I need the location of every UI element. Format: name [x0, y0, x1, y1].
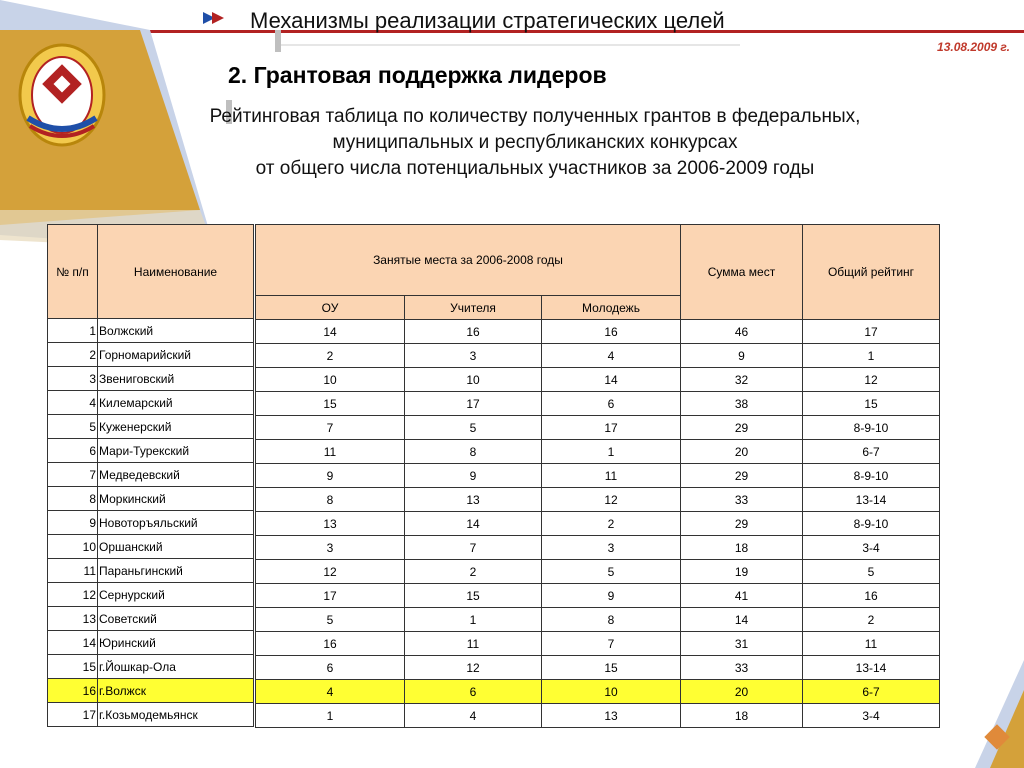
cell-teachers: 3 [405, 344, 542, 368]
cell-name: Оршанский [98, 535, 254, 559]
cell-num: 16 [48, 679, 98, 703]
table-row [256, 560, 940, 584]
cell-ou: 17 [256, 584, 405, 608]
cell-rank: 6-7 [803, 680, 940, 704]
table-body-left [48, 319, 254, 727]
header-ou: ОУ [256, 296, 405, 320]
cell-sum: 33 [681, 656, 803, 680]
cell-ou: 8 [256, 488, 405, 512]
cell-youth: 1 [542, 440, 681, 464]
bottom-right-decoration [975, 660, 1024, 768]
table-row [256, 584, 940, 608]
cell-rank: 12 [803, 368, 940, 392]
cell-sum: 31 [681, 632, 803, 656]
table-body-right [256, 320, 940, 728]
table-row [256, 440, 940, 464]
cell-youth: 2 [542, 512, 681, 536]
cell-youth: 5 [542, 560, 681, 584]
cell-teachers: 13 [405, 488, 542, 512]
header-places-group: Занятые места за 2006-2008 годы [256, 225, 681, 296]
cell-sum: 41 [681, 584, 803, 608]
cell-name: г.Козьмодемьянск [98, 703, 254, 727]
cell-name: Новоторъяльский [98, 511, 254, 535]
cell-teachers: 16 [405, 320, 542, 344]
cell-teachers: 12 [405, 656, 542, 680]
cell-num: 11 [48, 559, 98, 583]
cell-ou: 12 [256, 560, 405, 584]
cell-teachers: 7 [405, 536, 542, 560]
cell-youth: 16 [542, 320, 681, 344]
cell-name: Сернурский [98, 583, 254, 607]
table-row [48, 415, 254, 439]
table-row [48, 511, 254, 535]
cell-num: 15 [48, 655, 98, 679]
cell-sum: 18 [681, 704, 803, 728]
cell-name: Звениговский [98, 367, 254, 391]
table-row [48, 391, 254, 415]
cell-rank: 8-9-10 [803, 416, 940, 440]
cell-name: Медведевский [98, 463, 254, 487]
cell-name: Килемарский [98, 391, 254, 415]
cell-rank: 13-14 [803, 656, 940, 680]
subtitle-line-3: от общего числа потенциальных участников за 2006-2009 годы [255, 158, 815, 179]
cell-ou: 10 [256, 368, 405, 392]
cell-teachers: 8 [405, 440, 542, 464]
slide-date: 13.08.2009 г. [937, 40, 1010, 54]
header-rank: Общий рейтинг [803, 225, 940, 320]
cell-teachers: 9 [405, 464, 542, 488]
cell-ou: 5 [256, 608, 405, 632]
header-sum: Сумма мест [681, 225, 803, 320]
cell-sum: 38 [681, 392, 803, 416]
cell-ou: 7 [256, 416, 405, 440]
cell-name: Параньгинский [98, 559, 254, 583]
table-row [48, 439, 254, 463]
cell-num: 8 [48, 487, 98, 511]
cell-youth: 3 [542, 536, 681, 560]
cell-sum: 33 [681, 488, 803, 512]
cell-rank: 15 [803, 392, 940, 416]
cell-youth: 6 [542, 392, 681, 416]
table-row [256, 416, 940, 440]
subtitle-line-2: муниципальных и республиканских конкурсах [332, 132, 738, 153]
cell-num: 5 [48, 415, 98, 439]
table-row [48, 463, 254, 487]
table-row [48, 319, 254, 343]
cell-teachers: 17 [405, 392, 542, 416]
cell-rank: 3-4 [803, 536, 940, 560]
cell-name: Моркинский [98, 487, 254, 511]
ranking-table-values [255, 224, 940, 728]
section-title: 2. Грантовая поддержка лидеров [228, 62, 607, 88]
header-youth: Молодежь [542, 296, 681, 320]
cell-rank: 11 [803, 632, 940, 656]
table-row [256, 656, 940, 680]
cell-num: 2 [48, 343, 98, 367]
table-row [256, 704, 940, 728]
cell-teachers: 10 [405, 368, 542, 392]
cell-teachers: 14 [405, 512, 542, 536]
cell-sum: 29 [681, 464, 803, 488]
table-row [48, 703, 254, 727]
header-title: Механизмы реализации стратегических целей [250, 8, 725, 33]
cell-teachers: 15 [405, 584, 542, 608]
table-row [256, 632, 940, 656]
table-row [256, 512, 940, 536]
cell-youth: 14 [542, 368, 681, 392]
cell-rank: 5 [803, 560, 940, 584]
cell-youth: 10 [542, 680, 681, 704]
table-row [256, 368, 940, 392]
cell-sum: 29 [681, 512, 803, 536]
cell-num: 6 [48, 439, 98, 463]
cell-sum: 46 [681, 320, 803, 344]
cell-ou: 11 [256, 440, 405, 464]
cell-teachers: 11 [405, 632, 542, 656]
cell-num: 1 [48, 319, 98, 343]
table-row [256, 680, 940, 704]
cell-name: Юринский [98, 631, 254, 655]
cell-ou: 3 [256, 536, 405, 560]
cell-youth: 9 [542, 584, 681, 608]
table-row [48, 367, 254, 391]
table-row [48, 655, 254, 679]
table-row [256, 536, 940, 560]
cell-ou: 16 [256, 632, 405, 656]
cell-rank: 1 [803, 344, 940, 368]
cell-sum: 29 [681, 416, 803, 440]
cell-num: 17 [48, 703, 98, 727]
cell-youth: 8 [542, 608, 681, 632]
bullet-arrow-icon [203, 12, 224, 24]
cell-sum: 32 [681, 368, 803, 392]
cell-name: Советский [98, 607, 254, 631]
cell-num: 13 [48, 607, 98, 631]
cell-ou: 6 [256, 656, 405, 680]
cell-rank: 3-4 [803, 704, 940, 728]
cell-ou: 13 [256, 512, 405, 536]
cell-youth: 17 [542, 416, 681, 440]
cell-num: 3 [48, 367, 98, 391]
cell-rank: 8-9-10 [803, 464, 940, 488]
cell-name: Горномарийский [98, 343, 254, 367]
cell-sum: 18 [681, 536, 803, 560]
table-row [48, 583, 254, 607]
cell-rank: 16 [803, 584, 940, 608]
header-teachers: Учителя [405, 296, 542, 320]
table-row [48, 679, 254, 703]
table-row [48, 607, 254, 631]
cell-youth: 7 [542, 632, 681, 656]
cell-ou: 14 [256, 320, 405, 344]
cell-sum: 20 [681, 680, 803, 704]
cell-num: 14 [48, 631, 98, 655]
cell-name: г.Волжск [98, 679, 254, 703]
table-row [256, 488, 940, 512]
cell-name: г.Йошкар-Ола [98, 655, 254, 679]
cell-youth: 4 [542, 344, 681, 368]
cell-ou: 15 [256, 392, 405, 416]
cell-rank: 13-14 [803, 488, 940, 512]
cell-sum: 14 [681, 608, 803, 632]
cell-name: Мари-Турекский [98, 439, 254, 463]
table-row [48, 535, 254, 559]
cell-ou: 4 [256, 680, 405, 704]
table-row [256, 320, 940, 344]
table-row [256, 344, 940, 368]
cell-sum: 19 [681, 560, 803, 584]
cell-teachers: 4 [405, 704, 542, 728]
cell-num: 4 [48, 391, 98, 415]
table-row [48, 631, 254, 655]
subtitle [120, 104, 950, 182]
table-row [48, 343, 254, 367]
cell-rank: 8-9-10 [803, 512, 940, 536]
cell-rank: 2 [803, 608, 940, 632]
table-row [48, 487, 254, 511]
subtitle-line-1: Рейтинговая таблица по количеству полученных грантов в федеральных, [209, 106, 861, 127]
cell-sum: 20 [681, 440, 803, 464]
cell-teachers: 6 [405, 680, 542, 704]
cell-num: 12 [48, 583, 98, 607]
cell-num: 10 [48, 535, 98, 559]
cell-rank: 17 [803, 320, 940, 344]
cell-teachers: 2 [405, 560, 542, 584]
cell-youth: 12 [542, 488, 681, 512]
cell-name: Куженерский [98, 415, 254, 439]
cell-teachers: 1 [405, 608, 542, 632]
emblem-icon [20, 45, 104, 145]
cell-ou: 2 [256, 344, 405, 368]
table-row [256, 464, 940, 488]
ranking-table-names [47, 224, 254, 727]
cell-ou: 1 [256, 704, 405, 728]
cell-youth: 15 [542, 656, 681, 680]
cell-rank: 6-7 [803, 440, 940, 464]
cell-sum: 9 [681, 344, 803, 368]
cell-youth: 13 [542, 704, 681, 728]
header-num: № п/п [48, 225, 98, 319]
cell-teachers: 5 [405, 416, 542, 440]
table-row [48, 559, 254, 583]
cell-ou: 9 [256, 464, 405, 488]
header-name: Наименование [98, 225, 254, 319]
cell-num: 7 [48, 463, 98, 487]
cell-num: 9 [48, 511, 98, 535]
table-row [256, 608, 940, 632]
cell-youth: 11 [542, 464, 681, 488]
table-row [256, 392, 940, 416]
cell-name: Волжский [98, 319, 254, 343]
